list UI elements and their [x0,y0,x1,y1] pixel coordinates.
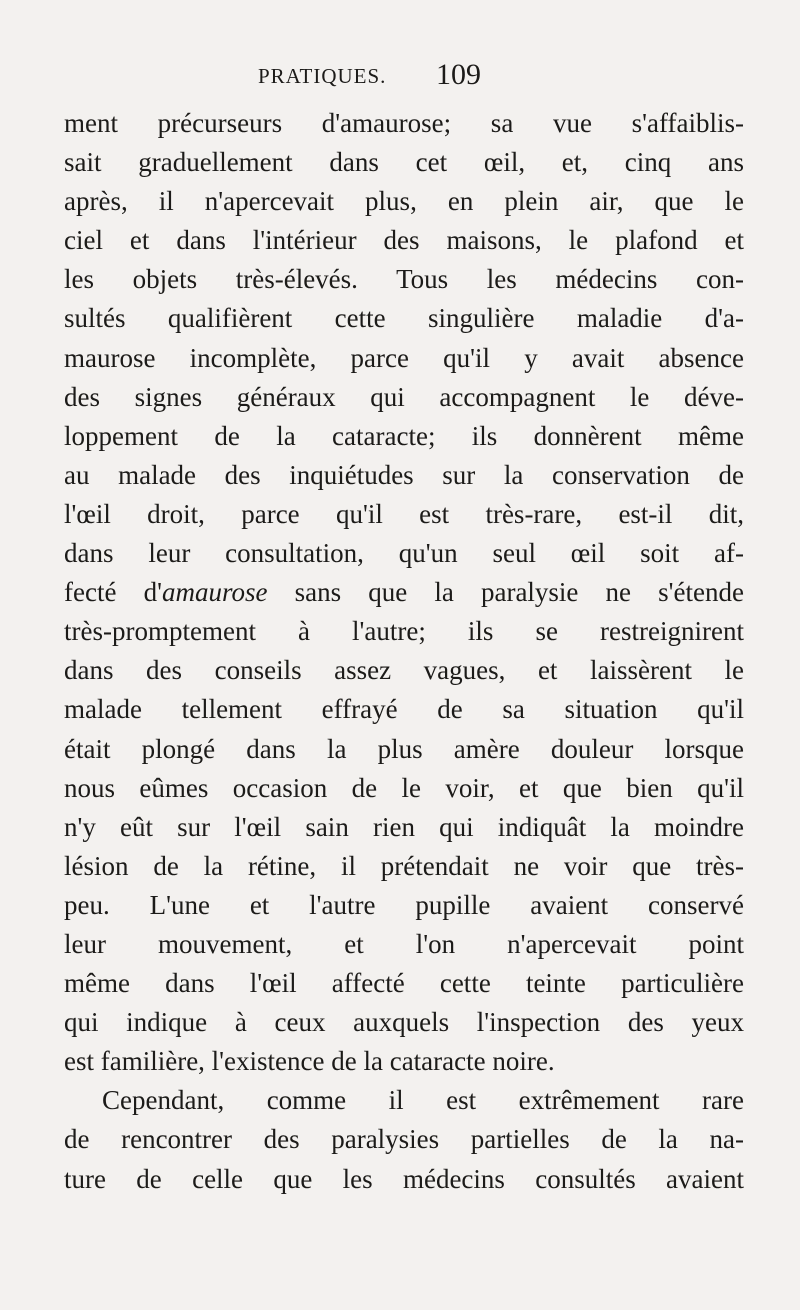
line-segment: fecté d' [64,577,162,608]
text-line: maurose incomplète, parce qu'il y avait absence [64,342,744,373]
line-segment: sans que la paralysie ne s'étende [267,577,745,608]
text-line: était plongé dans la plus amère douleur lorsque [64,733,744,764]
text-line: dans leur consultation, qu'un seul œil soit af- [64,538,744,569]
text-line-with-italic [64,573,744,612]
text-line: au malade des inquiétudes sur la conservation de [64,459,744,490]
running-head [258,58,728,98]
text-line: ture de celle que les médecins consultés avaient [64,1163,744,1194]
text-line: de rencontrer des paralysies partielles de la na- [64,1124,744,1155]
text-line: leur mouvement, et l'on n'apercevait point [64,928,744,959]
text-line: sait graduellement dans cet œil, et, cinq ans [64,147,744,178]
text-line: très-promptement à l'autre; ils se restreignirent [64,616,744,647]
text-line: même dans l'œil affecté cette teinte particulière [64,968,744,999]
text-line: peu. L'une et l'autre pupille avaient conservé [64,889,744,920]
text-line: lésion de la rétine, il prétendait ne voir que très- [64,850,744,881]
text-line: loppement de la cataracte; ils donnèrent même [64,420,744,451]
body-text [64,104,744,1199]
text-line: sultés qualifièrent cette singulière maladie d'a- [64,303,744,334]
text-line: n'y eût sur l'œil sain rien qui indiquât la moindre [64,811,744,842]
text-line: après, il n'apercevait plus, en plein air, que le [64,186,744,217]
text-line: nous eûmes occasion de le voir, et que bien qu'il [64,772,744,803]
text-line: qui indique à ceux auxquels l'inspection des yeux [64,1007,744,1038]
paragraph-first-line: Cependant, comme il est extrêmement rare [102,1085,744,1116]
text-line: des signes généraux qui accompagnent le déve- [64,381,744,412]
text-line: les objets très-élevés. Tous les médecins con- [64,264,744,295]
text-line: ciel et dans l'intérieur des maisons, le plafond et [64,225,744,256]
text-line: dans des conseils assez vagues, et laissèrent le [64,655,744,686]
text-line: malade tellement effrayé de sa situation qu'il [64,694,744,725]
text-line: l'œil droit, parce qu'il est très-rare, est-il dit, [64,498,744,529]
italic-term: amaurose [161,577,268,608]
running-title: PRATIQUES. [258,64,387,88]
text-line: est familière, l'existence de la cataracte noire. [64,1046,555,1077]
text-line: ment précurseurs d'amaurose; sa vue s'affaiblis- [64,108,744,138]
page-number: 109 [436,58,481,91]
